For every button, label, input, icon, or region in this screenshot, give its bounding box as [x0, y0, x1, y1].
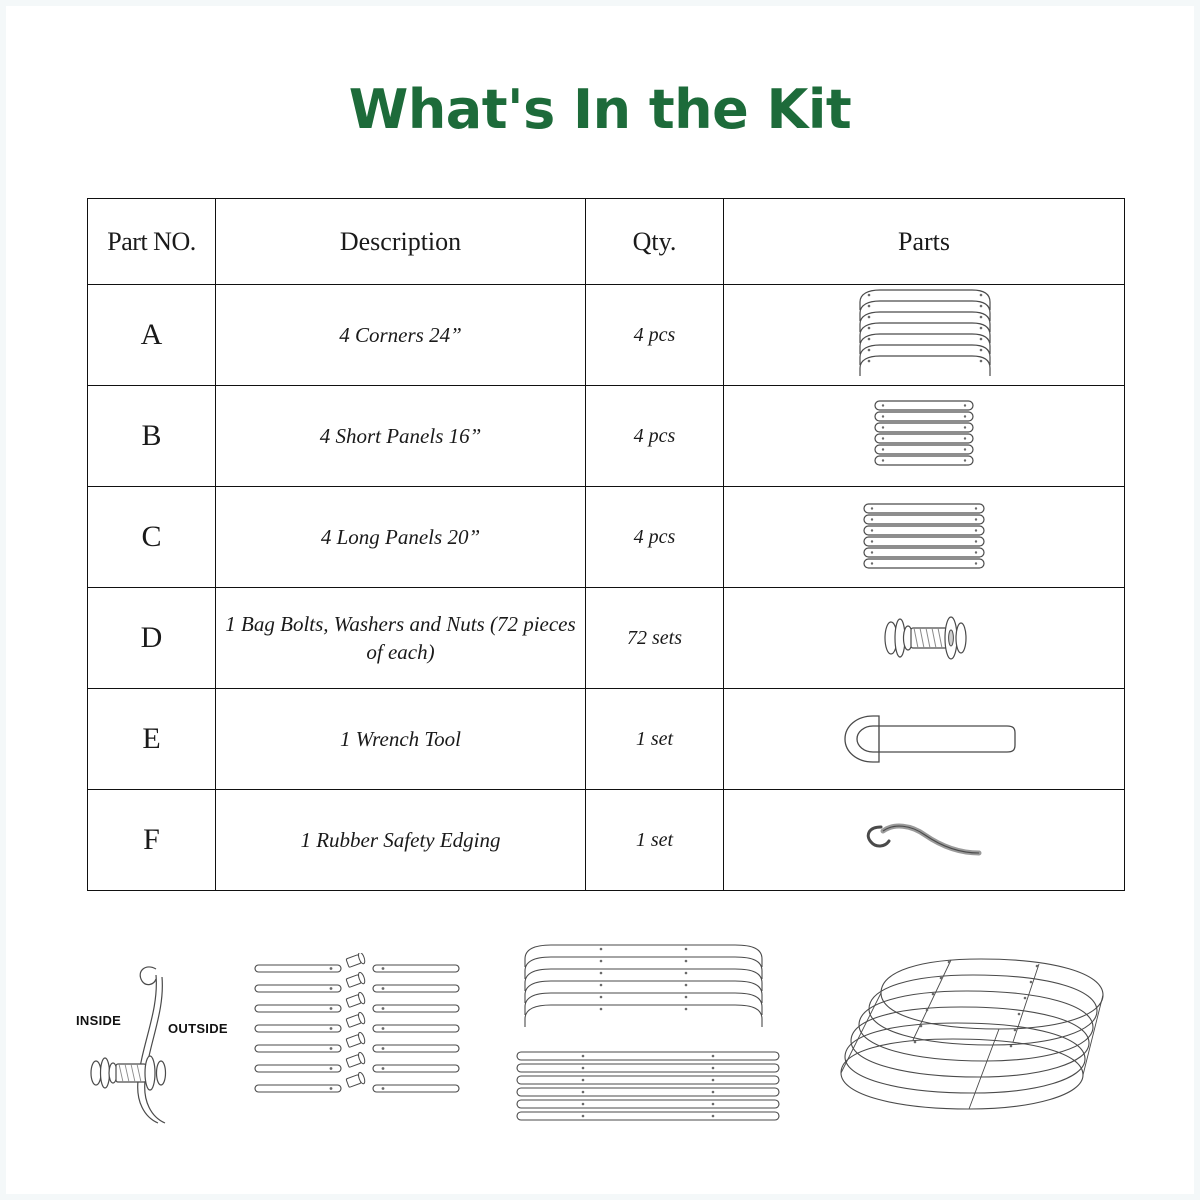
- table-row: [88, 588, 1125, 689]
- straight-panel-stack-icon: [513, 1049, 783, 1129]
- hardware-detail-illustration: [66, 951, 256, 1151]
- bottom-illustration-strip: [6, 931, 1200, 1191]
- bolt-washer-nut-icon: [869, 600, 979, 676]
- table-header-row: [88, 199, 1125, 285]
- part-no-cell: F: [88, 790, 216, 891]
- part-no-cell: A: [88, 285, 216, 386]
- description-cell: 1 Bag Bolts, Washers and Nuts (72 pieces of each): [216, 588, 586, 689]
- kit-table-container: [87, 198, 1124, 891]
- qty-cell: 4 pcs: [586, 487, 724, 588]
- table-row: [88, 386, 1125, 487]
- description-cell: 4 Corners 24”: [216, 285, 586, 386]
- page-title: What's In the Kit: [348, 78, 852, 141]
- qty-cell: 72 sets: [586, 588, 724, 689]
- qty-cell: 1 set: [586, 689, 724, 790]
- parts-image-cell: [724, 588, 1125, 689]
- stacked-short-panels-icon: [869, 397, 979, 475]
- table-header: [88, 199, 1125, 285]
- column-header-qty: Qty.: [586, 199, 724, 285]
- part-no-cell: B: [88, 386, 216, 487]
- bolt-assembly-cross-section-icon: [66, 951, 256, 1151]
- parts-image-cell: [724, 285, 1125, 386]
- qty-cell: 1 set: [586, 790, 724, 891]
- qty-cell: 4 pcs: [586, 386, 724, 487]
- table-body: [88, 285, 1125, 891]
- panel-stack-illustration: [513, 1049, 783, 1134]
- description-cell: 4 Long Panels 20”: [216, 487, 586, 588]
- outside-label: OUTSIDE: [168, 1021, 228, 1036]
- rubber-edging-icon: [859, 809, 989, 871]
- corner-panel-stack-icon: [521, 943, 766, 1033]
- description-cell: 1 Wrench Tool: [216, 689, 586, 790]
- parts-image-cell: [724, 386, 1125, 487]
- column-header-description: Description: [216, 199, 586, 285]
- inside-label: INSIDE: [76, 1013, 122, 1028]
- table-row: [88, 689, 1125, 790]
- stacked-long-panels-icon: [860, 501, 988, 573]
- wrench-icon: [829, 708, 1019, 770]
- description-cell: 4 Short Panels 16”: [216, 386, 586, 487]
- panels-and-bolts-illustration: [251, 953, 466, 1148]
- assembled-bed-illustration: [821, 941, 1131, 1146]
- corner-stack-illustration: [521, 943, 766, 1038]
- parts-image-cell: [724, 790, 1125, 891]
- column-header-part-no: Part NO.: [88, 199, 216, 285]
- panels-with-bolts-icon: [251, 953, 466, 1143]
- parts-image-cell: [724, 689, 1125, 790]
- kit-table: [87, 198, 1125, 891]
- part-no-cell: C: [88, 487, 216, 588]
- qty-cell: 4 pcs: [586, 285, 724, 386]
- column-header-parts: Parts: [724, 199, 1125, 285]
- table-row: [88, 285, 1125, 386]
- table-row: [88, 790, 1125, 891]
- table-row: [88, 487, 1125, 588]
- description-cell: 1 Rubber Safety Edging: [216, 790, 586, 891]
- stacked-corner-panels-icon: [854, 288, 994, 383]
- part-no-cell: D: [88, 588, 216, 689]
- parts-image-cell: [724, 487, 1125, 588]
- assembled-raised-garden-bed-icon: [821, 941, 1131, 1141]
- part-no-cell: E: [88, 689, 216, 790]
